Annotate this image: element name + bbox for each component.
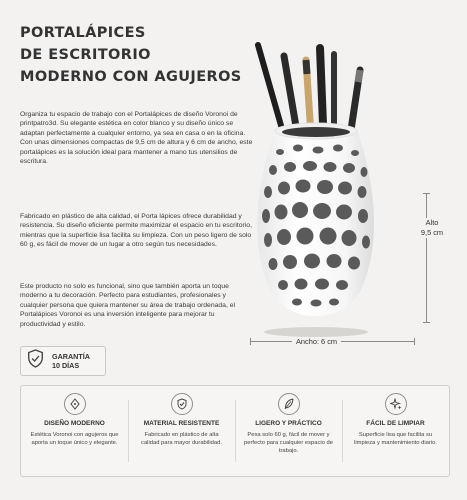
- description-paragraph-1: Organiza tu espacio de trabajo con el Portalápices de diseño Voronoi de printpatro3d. Su elegante estética en color blanco y su diseño único se adaptan perfectamente a cualquier entorno, ya sea en casa o en la oficina. Con unas dimensiones compactas de 9,5 cm de altura y 6 cm de ancho, este portalápices es la solución ideal para mantener a mano tus utensilios de escritura.: [20, 111, 253, 166]
- feature-text: Estética Voronoi con agujeros que aporta un toque único y elegante.: [30, 432, 119, 446]
- shield-check-icon: [171, 393, 193, 415]
- width-dimension-label: Ancho: 6 cm: [292, 337, 341, 346]
- feature-text: Fabricado en plástico de alta calidad para mayor durabilidad.: [141, 432, 222, 446]
- feature-title: LIGERO Y PRÁCTICO: [255, 420, 322, 427]
- height-value: 9,5 cm: [420, 228, 444, 237]
- feature-title: MATERIAL RESISTENTE: [143, 420, 220, 427]
- sparkles-icon: [385, 393, 407, 415]
- feature-title: DISEÑO MODERNO: [44, 420, 105, 427]
- title-line-3: MODERNO CON AGUJEROS: [20, 69, 242, 85]
- height-label: Alto: [425, 218, 439, 227]
- shield-check-icon: [27, 349, 44, 373]
- guarantee-line-1: GARANTÍA: [52, 352, 90, 361]
- guarantee-line-2: 10 DÍAS: [52, 361, 80, 370]
- features-panel: [20, 385, 450, 477]
- feature-resistant-material: [128, 386, 235, 476]
- feature-title: FÁCIL DE LIMPIAR: [366, 420, 425, 427]
- product-image: [228, 40, 403, 340]
- description-paragraph-3: Este producto no solo es funcional, sino que también aporta un toque moderno a tu decoración. Perfecto para estudiantes, profesionales y cualquier persona que quiera mantener su área de trabajo ordenada, el Portalápices Voronoi es una inversión inteligente para mejorar tu productividad y estilo.: [20, 283, 236, 328]
- pen-tip-icon: [64, 393, 86, 415]
- page-title: [20, 22, 260, 88]
- feature-text: Superficie lisa que facilita su limpieza y mantenimiento diario.: [354, 432, 437, 446]
- feature-easy-cleaning: [342, 386, 449, 476]
- feature-light-practical: [235, 386, 342, 476]
- feature-modern-design: [21, 386, 128, 476]
- feature-text: Pesa solo 60 g, fácil de mover y perfecto para cualquier espacio de trabajo.: [244, 432, 333, 454]
- height-dimension-label: [410, 218, 454, 238]
- height-dimension-line: [426, 193, 427, 323]
- guarantee-badge: [20, 346, 106, 376]
- feather-icon: [278, 393, 300, 415]
- description-paragraph-2: Fabricado en plástico de alta calidad, el Porta lápices ofrece durabilidad y resistencia. Su diseño eficiente permite maximizar el espacio en tu escritorio, mientras que la superficie lisa facilita su limpieza. Con un peso ligero de solo 60 g, es fácil de mover de un lugar a otro según tus necesidades.: [20, 213, 252, 249]
- title-line-2: DE ESCRITORIO: [20, 47, 151, 63]
- title-line-1: PORTALÁPICES: [20, 25, 146, 41]
